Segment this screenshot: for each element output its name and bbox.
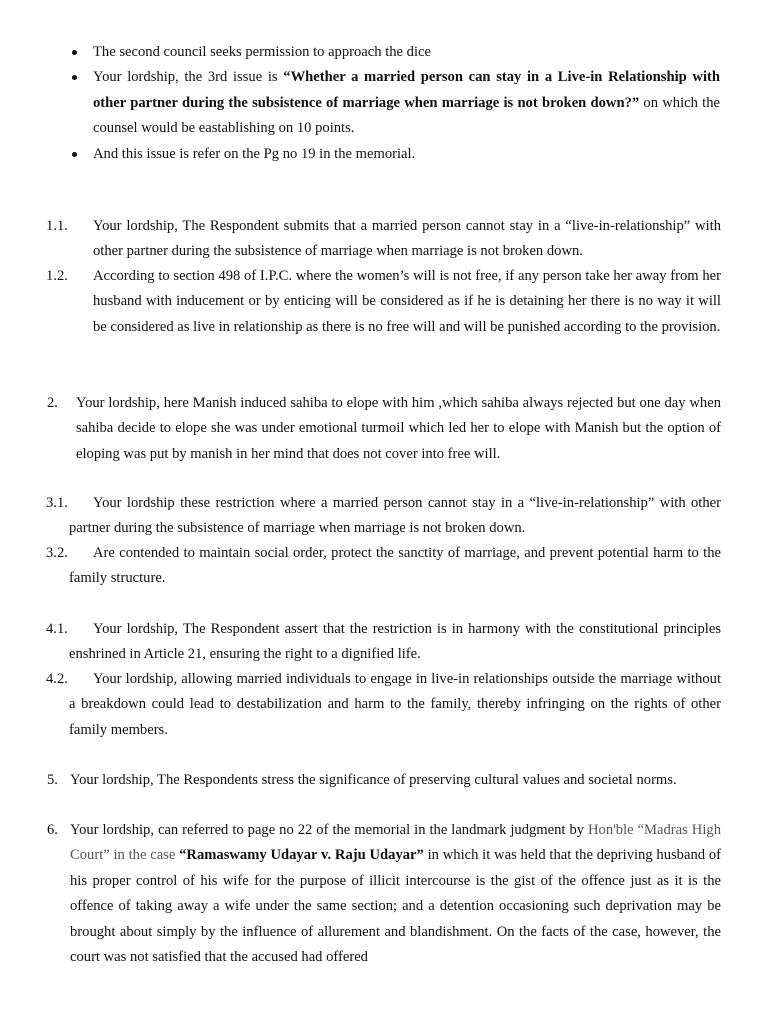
bullet-item: And this issue is refer on the Pg no 19 in the memorial. xyxy=(70,142,720,167)
paragraph-number: 3.2. xyxy=(46,545,68,561)
paragraph-2: Your lordship, here Manish induced sahiba to elope with him ,which sahiba always rejected but one day when sahiba decide to elope she was under emotional turmoil which led her to elope with Manish but the option of eloping was put by manish in her mind that does not cover into free will. xyxy=(76,395,721,462)
paragraph-number: 5. xyxy=(47,772,58,788)
paragraph-4-2: 4.2. Your lordship, allowing married individuals to engage in live-in relationships outside the marriage without a breakdown could lead to destabilization and harm to the family, thereby infringing on the rights of other family members. xyxy=(46,667,721,743)
bullet-item: The second council seeks permission to approach the dice xyxy=(70,40,720,65)
paragraph-3-2: 3.2. Are contended to maintain social order, protect the sanctity of marriage, and prevent potential harm to the family structure. xyxy=(46,541,721,592)
paragraph-3-1: 3.1. Your lordship these restriction where a married person cannot stay in a “live-in-relationship” with other partner during the subsistence of marriage when marriage is not broken down. xyxy=(46,491,721,542)
paragraph-number: 6. xyxy=(47,822,58,838)
paragraph-number: 3.1. xyxy=(46,495,68,511)
paragraph-4-1: 4.1. Your lordship, The Respondent assert that the restriction is in harmony with the constitutional principles enshrined in Article 21, ensuring the right to a dignified life. xyxy=(46,617,721,668)
bullet-list xyxy=(70,40,720,167)
issue-question: “Whether a married person can stay in a Live-in Relationship with other partner during the subsistence of marriage when marriage is not broken down?” xyxy=(93,69,720,111)
paragraph-5: Your lordship, The Respondents stress the significance of preserving cultural values and societal norms. xyxy=(70,772,677,788)
case-citation: “Ramaswamy Udayar v. Raju Udayar” xyxy=(179,847,424,864)
paragraph-1-1: Your lordship, The Respondent submits that a married person cannot stay in a “live-in-relationship” with other partner during the subsistence of marriage when marriage is not broken down. xyxy=(93,218,721,260)
bullet-item: Your lordship, the 3rd issue is “Whether a married person can stay in a Live-in Relationship with other partner during the subsistence of marriage when marriage is not broken down?” on which the counsel would be eastablishing on 10 points. xyxy=(70,65,720,141)
paragraph-number: 4.1. xyxy=(46,621,68,637)
court-reference: Hon'ble “Madras High Court” in the case xyxy=(70,822,721,864)
paragraph-number: 4.2. xyxy=(46,671,68,687)
paragraph-number: 2. xyxy=(47,395,58,411)
paragraph-number: 1.1. xyxy=(46,218,68,234)
paragraph-6: Your lordship, can referred to page no 22 of the memorial in the landmark judgment by Hon'ble “Madras High Court” in the case “Ramaswamy Udayar v. Raju Udayar” in which it was held that the depriving husband of his proper control of his wife for the purpose of illicit intercourse is the gist of the offence just as it is the offence of taking away a wife under the same section; and a detention occasioning such deprivation may be brought about simply by the influence of allurement and blandishment. On the facts of the case, however, the court was not satisfied that the accused had offered xyxy=(70,822,721,966)
paragraph-number: 1.2. xyxy=(46,268,68,284)
paragraph-1-2: According to section 498 of I.P.C. where the women’s will is not free, if any person take her away from her husband with inducement or by enticing will be considered as if he is detaining her there is no way it will be considered as live in relationship as there is no free will and will be punished according to the provision. xyxy=(93,268,721,335)
